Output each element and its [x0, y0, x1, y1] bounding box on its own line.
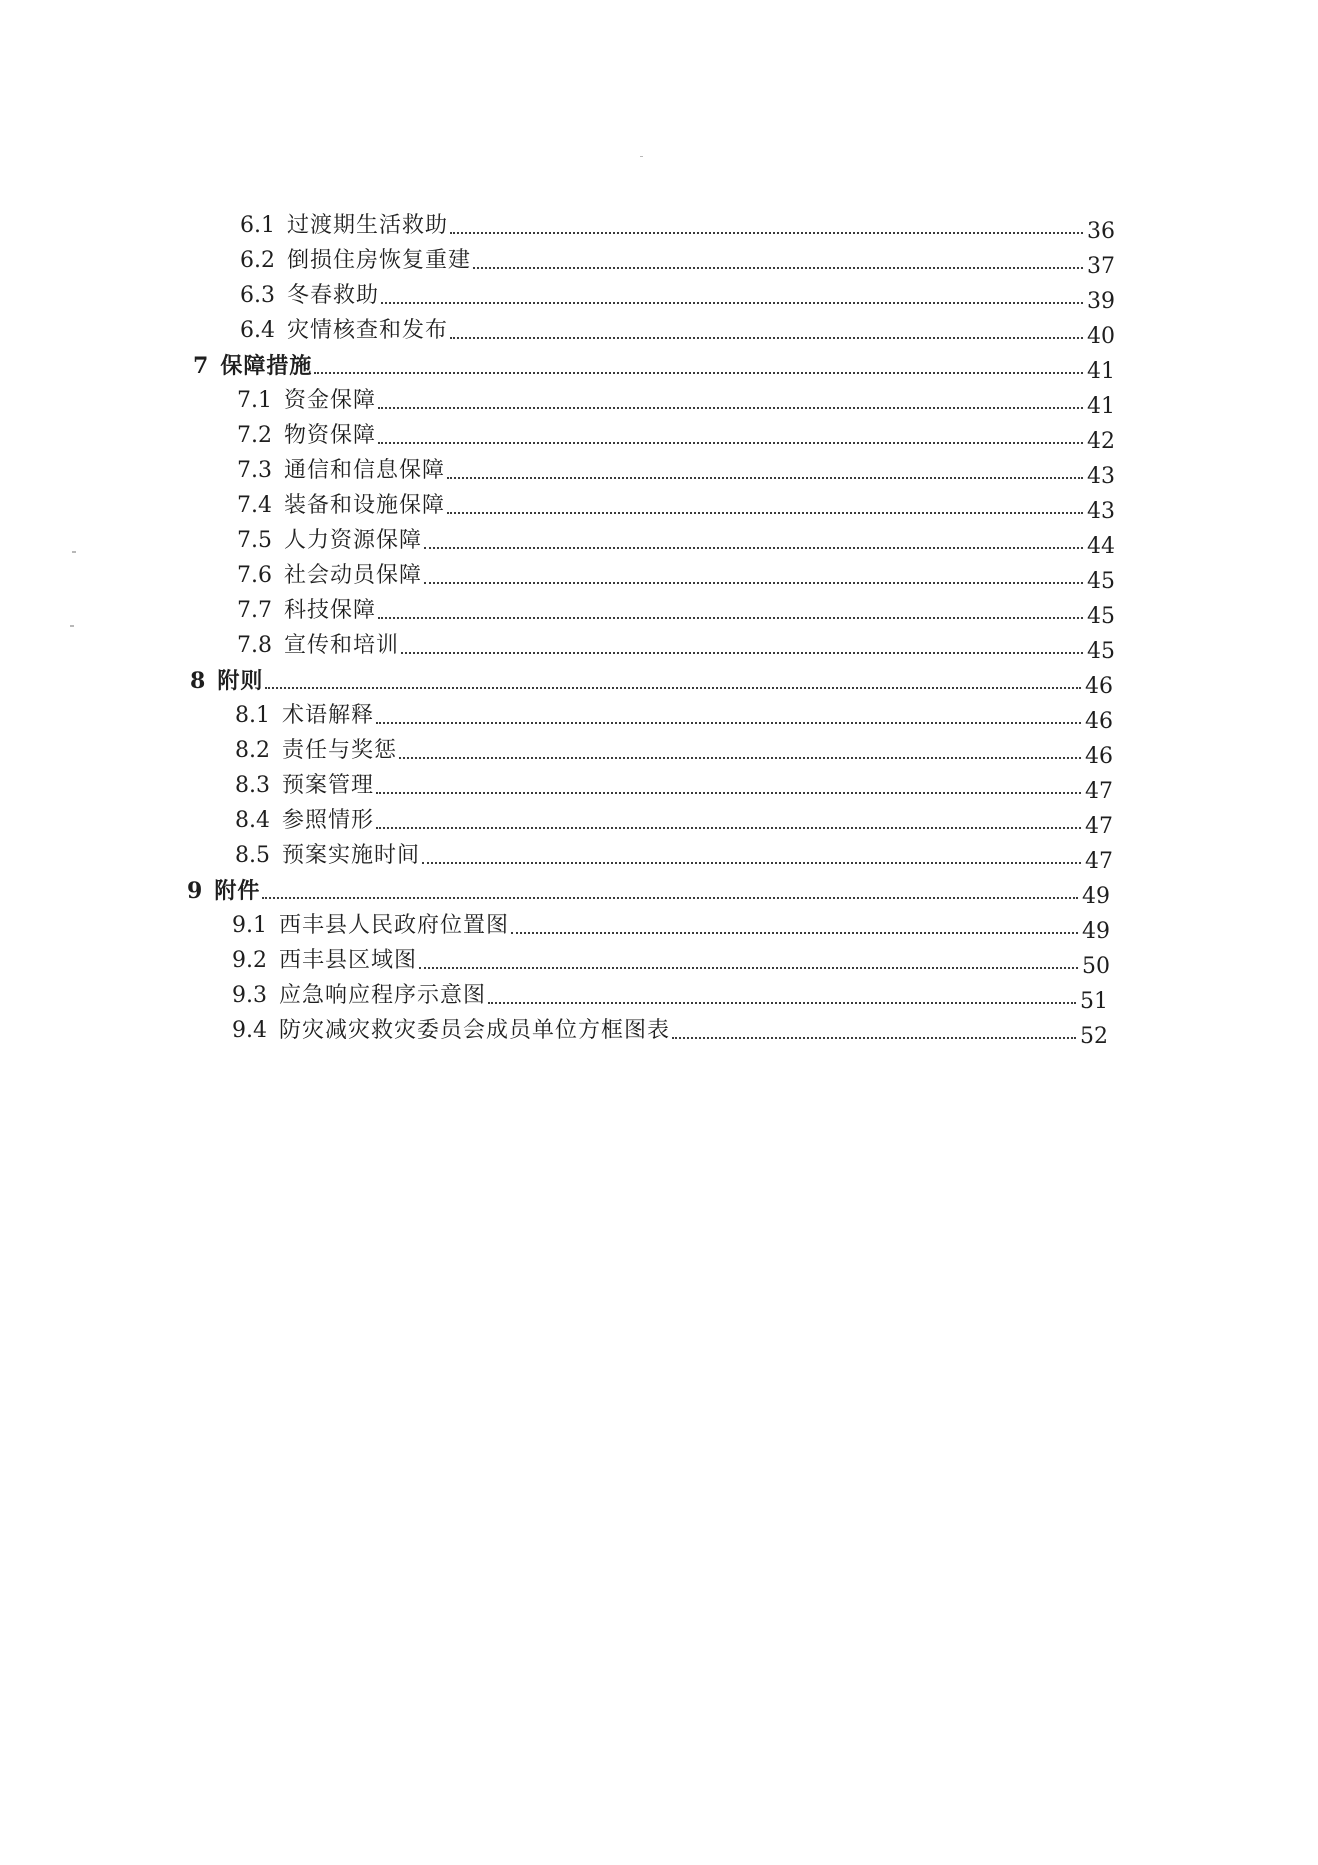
- toc-entry-number: 7.6: [237, 563, 272, 588]
- toc-chapter-title: 附则: [217, 668, 264, 694]
- toc-entry-number: 7.2: [237, 423, 272, 448]
- toc-entry-title: 应急响应程序示意图: [279, 983, 487, 1008]
- toc-entry-number: 9.1: [232, 913, 267, 938]
- toc-entry-page: 47: [1085, 849, 1113, 874]
- toc-entry-title: 资金保障: [284, 388, 377, 413]
- toc-chapter-number: 7: [193, 353, 209, 379]
- toc-dot-leader: [422, 862, 1081, 864]
- toc-chapter-title: 保障措施: [220, 353, 313, 379]
- toc-entry-page: 44: [1087, 534, 1115, 559]
- toc-entry-title: 通信和信息保障: [284, 458, 446, 483]
- toc-dot-leader: [450, 232, 1083, 234]
- toc-entry-number: 8.5: [235, 843, 270, 868]
- toc-entry-8-2[interactable]: [235, 730, 1113, 769]
- toc-entry-number: 7.4: [237, 493, 272, 518]
- toc-entry-title: 参照情形: [282, 808, 375, 833]
- toc-dot-leader: [447, 512, 1083, 514]
- toc-entry-page: 45: [1087, 639, 1115, 664]
- toc-dot-leader: [447, 477, 1083, 479]
- toc-entry-number: 9.2: [232, 948, 267, 973]
- toc-entry-page: 46: [1085, 674, 1113, 699]
- toc-entry-page: 36: [1087, 219, 1115, 244]
- toc-entry-7-6[interactable]: [237, 555, 1115, 594]
- toc-entry-page: 51: [1080, 989, 1108, 1014]
- toc-entry-page: 42: [1087, 429, 1115, 454]
- toc-dot-leader: [381, 302, 1083, 304]
- scan-speck: [72, 551, 76, 553]
- toc-entry-page: 49: [1082, 919, 1110, 944]
- toc-entry-9-3[interactable]: [232, 975, 1108, 1014]
- toc-dot-leader: [672, 1037, 1076, 1039]
- toc-entry-title: 防灾减灾救灾委员会成员单位方框图表: [279, 1018, 671, 1043]
- toc-entry-number: 7.7: [237, 598, 272, 623]
- toc-entry-title: 宣传和培训: [284, 633, 400, 658]
- toc-entry-number: 6.4: [240, 318, 275, 343]
- toc-dot-leader: [424, 582, 1083, 584]
- toc-chapter-9[interactable]: [187, 870, 1110, 909]
- toc-entry-page: 40: [1087, 324, 1115, 349]
- toc-entry-page: 45: [1087, 604, 1115, 629]
- toc-entry-page: 41: [1087, 359, 1115, 384]
- toc-dot-leader: [399, 757, 1081, 759]
- toc-entry-title: 物资保障: [284, 423, 377, 448]
- toc-entry-page: 45: [1087, 569, 1115, 594]
- toc-entry-page: 43: [1087, 499, 1115, 524]
- toc-entry-number: 8.4: [235, 808, 270, 833]
- toc-dot-leader: [314, 372, 1083, 374]
- toc-entry-title: 过渡期生活救助: [287, 213, 449, 238]
- toc-dot-leader: [511, 932, 1078, 934]
- toc-entry-9-4[interactable]: [232, 1010, 1108, 1049]
- toc-dot-leader: [473, 267, 1083, 269]
- toc-entry-title: 责任与奖惩: [282, 738, 398, 763]
- toc-chapter-title: 附件: [214, 878, 261, 904]
- toc-entry-page: 47: [1085, 779, 1113, 804]
- toc-dot-leader: [378, 617, 1083, 619]
- toc-chapter-number: 9: [187, 878, 203, 904]
- toc-dot-leader: [376, 792, 1081, 794]
- toc-entry-title: 术语解释: [282, 703, 375, 728]
- toc-entry-page: 47: [1085, 814, 1113, 839]
- toc-entry-title: 预案管理: [282, 773, 375, 798]
- toc-entry-7-2[interactable]: [237, 415, 1115, 454]
- toc-dot-leader: [419, 967, 1078, 969]
- toc-entry-7-1[interactable]: [237, 380, 1115, 419]
- toc-entry-number: 8.3: [235, 773, 270, 798]
- scan-speck: [70, 625, 74, 627]
- toc-entry-number: 7.5: [237, 528, 272, 553]
- toc-entry-number: 7.3: [237, 458, 272, 483]
- toc-entry-title: 科技保障: [284, 598, 377, 623]
- toc-entry-page: 41: [1087, 394, 1115, 419]
- toc-entry-7-4[interactable]: [237, 485, 1115, 524]
- toc-entry-8-1[interactable]: [235, 695, 1113, 734]
- toc-entry-6-4[interactable]: [240, 310, 1115, 349]
- toc-entry-6-2[interactable]: [240, 240, 1115, 279]
- toc-chapter-7[interactable]: [193, 345, 1115, 384]
- toc-entry-title: 社会动员保障: [284, 563, 423, 588]
- toc-dot-leader: [488, 1002, 1076, 1004]
- toc-entry-number: 6.2: [240, 248, 275, 273]
- toc-entry-number: 8.1: [235, 703, 270, 728]
- toc-entry-page: 43: [1087, 464, 1115, 489]
- toc-entry-page: 52: [1080, 1024, 1108, 1049]
- toc-entry-7-3[interactable]: [237, 450, 1115, 489]
- toc-entry-title: 预案实施时间: [282, 843, 421, 868]
- toc-dot-leader: [376, 722, 1081, 724]
- toc-dot-leader: [450, 337, 1083, 339]
- toc-entry-6-1[interactable]: [240, 205, 1115, 244]
- toc-dot-leader: [401, 652, 1083, 654]
- toc-entry-8-5[interactable]: [235, 835, 1113, 874]
- toc-entry-title: 装备和设施保障: [284, 493, 446, 518]
- toc-entry-number: 7.1: [237, 388, 272, 413]
- toc-entry-title: 西丰县人民政府位置图: [279, 913, 510, 938]
- toc-chapter-number: 8: [190, 668, 206, 694]
- toc-entry-number: 8.2: [235, 738, 270, 763]
- toc-entry-page: 46: [1085, 709, 1113, 734]
- toc-dot-leader: [378, 442, 1083, 444]
- toc-entry-number: 6.3: [240, 283, 275, 308]
- toc-entry-7-5[interactable]: [237, 520, 1115, 559]
- toc-dot-leader: [376, 827, 1081, 829]
- toc-entry-9-1[interactable]: [232, 905, 1110, 944]
- toc-entry-7-7[interactable]: [237, 590, 1115, 629]
- toc-entry-number: 7.8: [237, 633, 272, 658]
- toc-entry-title: 灾情核查和发布: [287, 318, 449, 343]
- toc-entry-8-4[interactable]: [235, 800, 1113, 839]
- toc-entry-9-2[interactable]: [232, 940, 1110, 979]
- toc-entry-number: 9.4: [232, 1018, 267, 1043]
- toc-entry-page: 37: [1087, 254, 1115, 279]
- toc-entry-page: 39: [1087, 289, 1115, 314]
- toc-entry-7-8[interactable]: [237, 625, 1115, 664]
- toc-entry-title: 倒损住房恢复重建: [287, 248, 472, 273]
- toc-entry-title: 冬春救助: [287, 283, 380, 308]
- toc-entry-6-3[interactable]: [240, 275, 1115, 314]
- toc-entry-page: 50: [1082, 954, 1110, 979]
- toc-dot-leader: [262, 897, 1078, 899]
- toc-entry-number: 6.1: [240, 213, 275, 238]
- toc-entry-title: 人力资源保障: [284, 528, 423, 553]
- toc-dot-leader: [265, 687, 1081, 689]
- toc-entry-page: 49: [1082, 884, 1110, 909]
- toc-dot-leader: [424, 547, 1083, 549]
- scan-speck: [640, 156, 643, 157]
- toc-entry-8-3[interactable]: [235, 765, 1113, 804]
- toc-entry-title: 西丰县区域图: [279, 948, 418, 973]
- toc-entry-page: 46: [1085, 744, 1113, 769]
- toc-chapter-8[interactable]: [190, 660, 1113, 699]
- toc-entry-number: 9.3: [232, 983, 267, 1008]
- toc-dot-leader: [378, 407, 1083, 409]
